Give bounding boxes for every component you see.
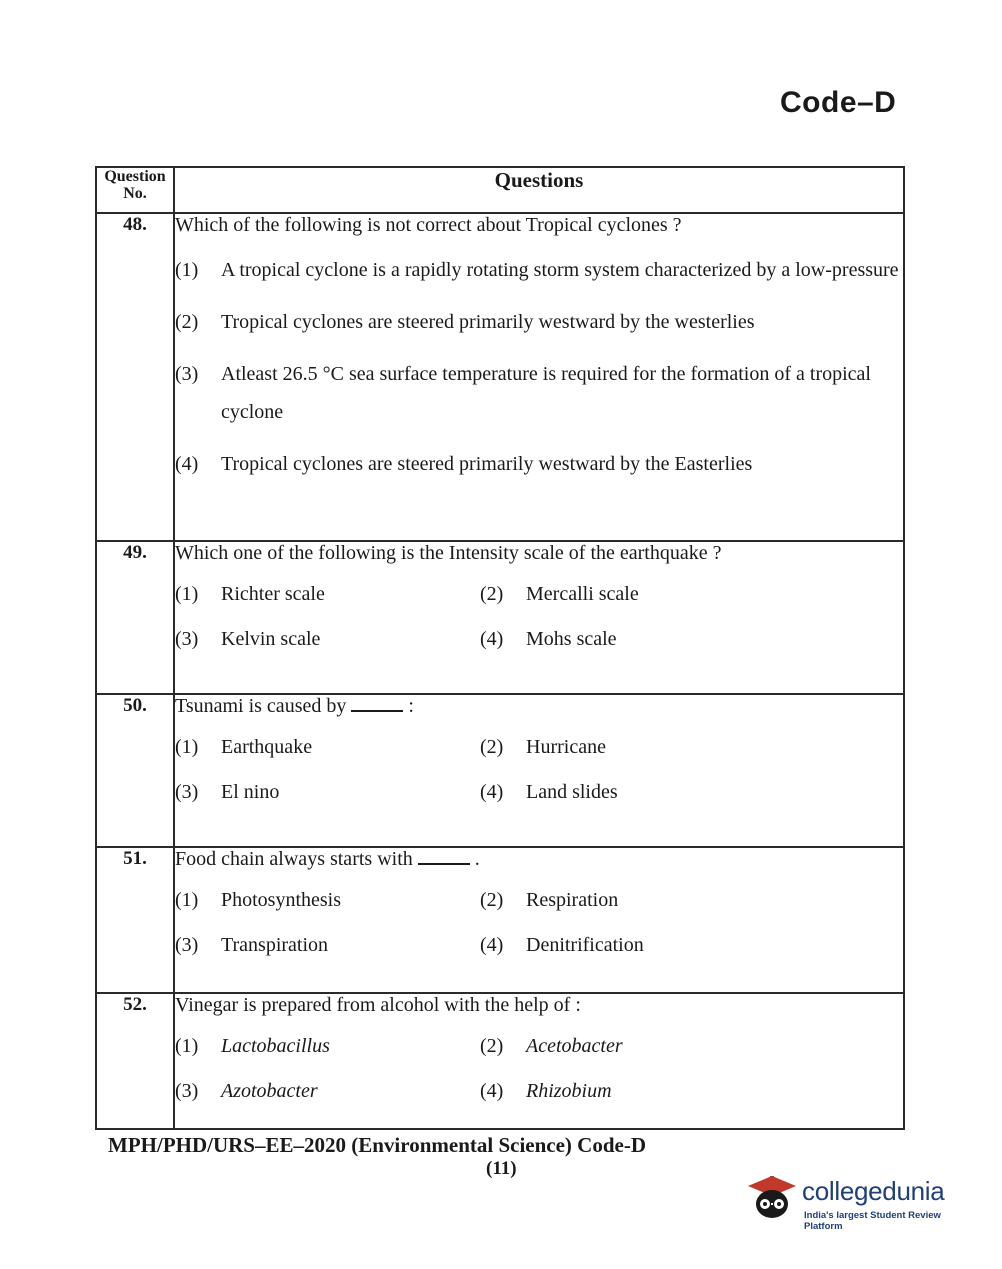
question-body bbox=[174, 541, 904, 694]
option bbox=[480, 624, 903, 655]
option bbox=[480, 777, 903, 808]
option-text: Denitrification bbox=[526, 934, 644, 956]
question-row-52 bbox=[96, 993, 904, 1129]
options-grid bbox=[175, 1031, 903, 1107]
option-text: Earthquake bbox=[221, 736, 313, 758]
option-number: (1) bbox=[175, 736, 199, 758]
option bbox=[480, 732, 903, 763]
option bbox=[175, 579, 480, 610]
question-number: 50. bbox=[96, 694, 174, 847]
option bbox=[480, 885, 903, 916]
option-text: Mercalli scale bbox=[526, 583, 639, 605]
collegedunia-watermark bbox=[744, 1168, 974, 1232]
option-text: Acetobacter bbox=[526, 1035, 623, 1057]
option-text: Richter scale bbox=[221, 583, 325, 605]
option bbox=[480, 1076, 903, 1107]
options-grid bbox=[175, 732, 903, 808]
option-text: Tropical cyclones are steered primarily westward by the westerlies bbox=[221, 311, 755, 333]
option-text: Mohs scale bbox=[526, 628, 617, 650]
question-stem-text: Tsunami is caused by bbox=[175, 695, 347, 717]
question-number: 49. bbox=[96, 541, 174, 694]
option-number: (3) bbox=[175, 934, 199, 956]
question-stem: Which one of the following is the Intensity scale of the earthquake ? bbox=[175, 542, 722, 564]
option bbox=[175, 251, 903, 289]
questions-table bbox=[95, 166, 905, 1130]
table-header-row bbox=[96, 167, 904, 213]
option bbox=[175, 732, 480, 763]
question-row-49 bbox=[96, 541, 904, 694]
option bbox=[175, 885, 480, 916]
option bbox=[480, 930, 903, 961]
question-stem: Vinegar is prepared from alcohol with the help of : bbox=[175, 994, 581, 1016]
option-text: Land slides bbox=[526, 781, 618, 803]
option-text: Respiration bbox=[526, 889, 619, 911]
option-text: Photosynthesis bbox=[221, 889, 342, 911]
question-body bbox=[174, 847, 904, 993]
question-stem-end: : bbox=[408, 695, 414, 717]
question-body bbox=[174, 993, 904, 1129]
option-number: (3) bbox=[175, 363, 199, 385]
option-number: (4) bbox=[480, 781, 504, 803]
question-stem-text: Food chain always starts with bbox=[175, 848, 413, 870]
answer-blank bbox=[351, 696, 403, 712]
question-body bbox=[174, 213, 904, 541]
option bbox=[175, 303, 903, 341]
option-number: (3) bbox=[175, 628, 199, 650]
option-number: (4) bbox=[480, 1080, 504, 1102]
option bbox=[175, 930, 480, 961]
brand-name: collegedunia bbox=[802, 1176, 945, 1206]
question-number: 52. bbox=[96, 993, 174, 1129]
option bbox=[480, 579, 903, 610]
paper-footer-title: MPH/PHD/URS–EE–2020 (Environmental Science) Code-D bbox=[108, 1133, 647, 1157]
answer-blank bbox=[418, 849, 470, 865]
column-header-question-no: Question No. bbox=[96, 167, 174, 213]
option bbox=[175, 777, 480, 808]
question-body bbox=[174, 694, 904, 847]
question-stem: Which of the following is not correct about Tropical cyclones ? bbox=[175, 214, 682, 236]
option-text: Transpiration bbox=[221, 934, 329, 956]
option bbox=[175, 445, 903, 483]
option-text: Kelvin scale bbox=[221, 628, 321, 650]
question-stem-end: . bbox=[474, 848, 480, 870]
option-number: (2) bbox=[480, 1035, 504, 1057]
question-number: 48. bbox=[96, 213, 174, 541]
option-text: Tropical cyclones are steered primarily westward by the Easterlies bbox=[221, 453, 753, 475]
column-header-questions: Questions bbox=[174, 167, 904, 213]
question-row-51 bbox=[96, 847, 904, 993]
question-row-48 bbox=[96, 213, 904, 541]
question-stem bbox=[175, 695, 903, 718]
option bbox=[175, 1076, 480, 1107]
brand-tagline: India's largest Student Review Platform bbox=[804, 1210, 941, 1232]
graduate-mascot-icon bbox=[744, 1168, 800, 1224]
option-text: Azotobacter bbox=[221, 1080, 318, 1102]
option-number: (4) bbox=[480, 628, 504, 650]
option-number: (3) bbox=[175, 781, 199, 803]
option-number: (4) bbox=[480, 934, 504, 956]
question-stem bbox=[175, 848, 903, 871]
option bbox=[175, 355, 903, 431]
option bbox=[175, 1031, 480, 1062]
option-number: (1) bbox=[175, 259, 199, 281]
option-text: Rhizobium bbox=[526, 1080, 612, 1102]
question-row-50 bbox=[96, 694, 904, 847]
option-number: (3) bbox=[175, 1080, 199, 1102]
option-number: (1) bbox=[175, 889, 199, 911]
option-number: (2) bbox=[480, 736, 504, 758]
option-text: El nino bbox=[221, 781, 280, 803]
option-text: A tropical cyclone is a rapidly rotating storm system characterized by a low-pressure bbox=[221, 259, 899, 281]
exam-code: Code–D bbox=[780, 86, 897, 119]
question-number: 51. bbox=[96, 847, 174, 993]
option-number: (2) bbox=[175, 311, 199, 333]
page-number: (11) bbox=[486, 1158, 517, 1179]
option-number: (2) bbox=[480, 889, 504, 911]
option-number: (4) bbox=[175, 453, 199, 475]
option-number: (2) bbox=[480, 583, 504, 605]
options-grid bbox=[175, 579, 903, 655]
option bbox=[175, 624, 480, 655]
option-text: Atleast 26.5 °C sea surface temperature is required for the formation of a tropical cyclone bbox=[221, 363, 871, 423]
option-number: (1) bbox=[175, 1035, 199, 1057]
option bbox=[480, 1031, 903, 1062]
option-number: (1) bbox=[175, 583, 199, 605]
options-grid bbox=[175, 885, 903, 961]
option-text: Hurricane bbox=[526, 736, 606, 758]
option-text: Lactobacillus bbox=[221, 1035, 330, 1057]
